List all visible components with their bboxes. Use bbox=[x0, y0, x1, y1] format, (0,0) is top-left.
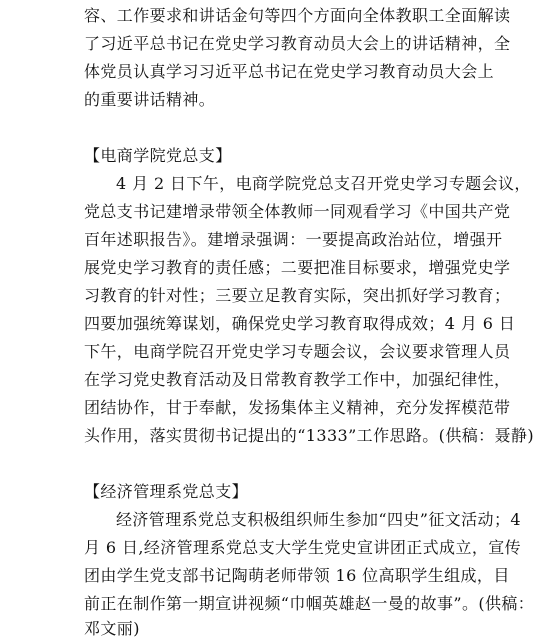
section-1-line-9: 团结协作，甘于奉献，发扬集体主义精神，充分发挥模范带 bbox=[84, 398, 511, 417]
section-1-line-8: 在学习党史教育活动及日常教育教学工作中，加强纪律性， bbox=[84, 370, 511, 389]
section-1-line-5: 习教育的针对性；三要立足教育实际，突出抓好学习教育； bbox=[84, 286, 511, 305]
section-1-line-4: 展党史学习教育的责任感；二要把准目标要求，增强党史学 bbox=[84, 258, 511, 277]
section-2-line-1: 经济管理系党总支积极组织师生参加“四史”征文活动；4 bbox=[116, 510, 521, 529]
section-heading-ecommerce: 【电商学院党总支】 bbox=[84, 146, 232, 165]
intro-line-4: 的重要讲话精神。 bbox=[84, 90, 216, 109]
section-1-line-1: 4 月 2 日下午，电商学院党总支召开党史学习专题会议， bbox=[116, 174, 531, 193]
section-1-line-6: 四要加强统筹谋划，确保党史学习教育取得成效；4 月 6 日 bbox=[84, 314, 516, 333]
section-1-line-7: 下午，电商学院召开党史学习专题会议，会议要求管理人员 bbox=[84, 342, 511, 361]
intro-line-2: 了习近平总书记在党史学习教育动员大会上的讲话精神，全 bbox=[84, 34, 511, 53]
section-2-line-2: 月 6 日,经济管理系党总支大学生党史宣讲团正式成立，宣传 bbox=[84, 538, 522, 557]
intro-line-3: 体党员认真学习习近平总书记在党史学习教育动员大会上 bbox=[84, 62, 495, 81]
section-2-line-5: 邓文丽) bbox=[84, 619, 140, 638]
section-1-line-10: 头作用，落实贯彻书记提出的“1333”工作思路。(供稿：聂静) bbox=[84, 426, 534, 445]
section-2-line-3: 团由学生党支部书记陶萌老师带领 16 位高职学生组成，目 bbox=[84, 566, 510, 585]
section-1-line-3: 百年述职报告》。建增录强调：一要提高政治站位，增强开 bbox=[84, 230, 503, 249]
intro-line-1: 容、工作要求和讲话金句等四个方面向全体教职工全面解读 bbox=[84, 6, 511, 25]
section-2-line-4: 前正在制作第一期宣讲视频“巾帼英雄赵一曼的故事”。(供稿： bbox=[84, 594, 535, 613]
section-heading-economics: 【经济管理系党总支】 bbox=[84, 482, 249, 501]
section-1-line-2: 党总支书记建增录带领全体教师一同观看学习《中国共产党 bbox=[84, 202, 511, 221]
